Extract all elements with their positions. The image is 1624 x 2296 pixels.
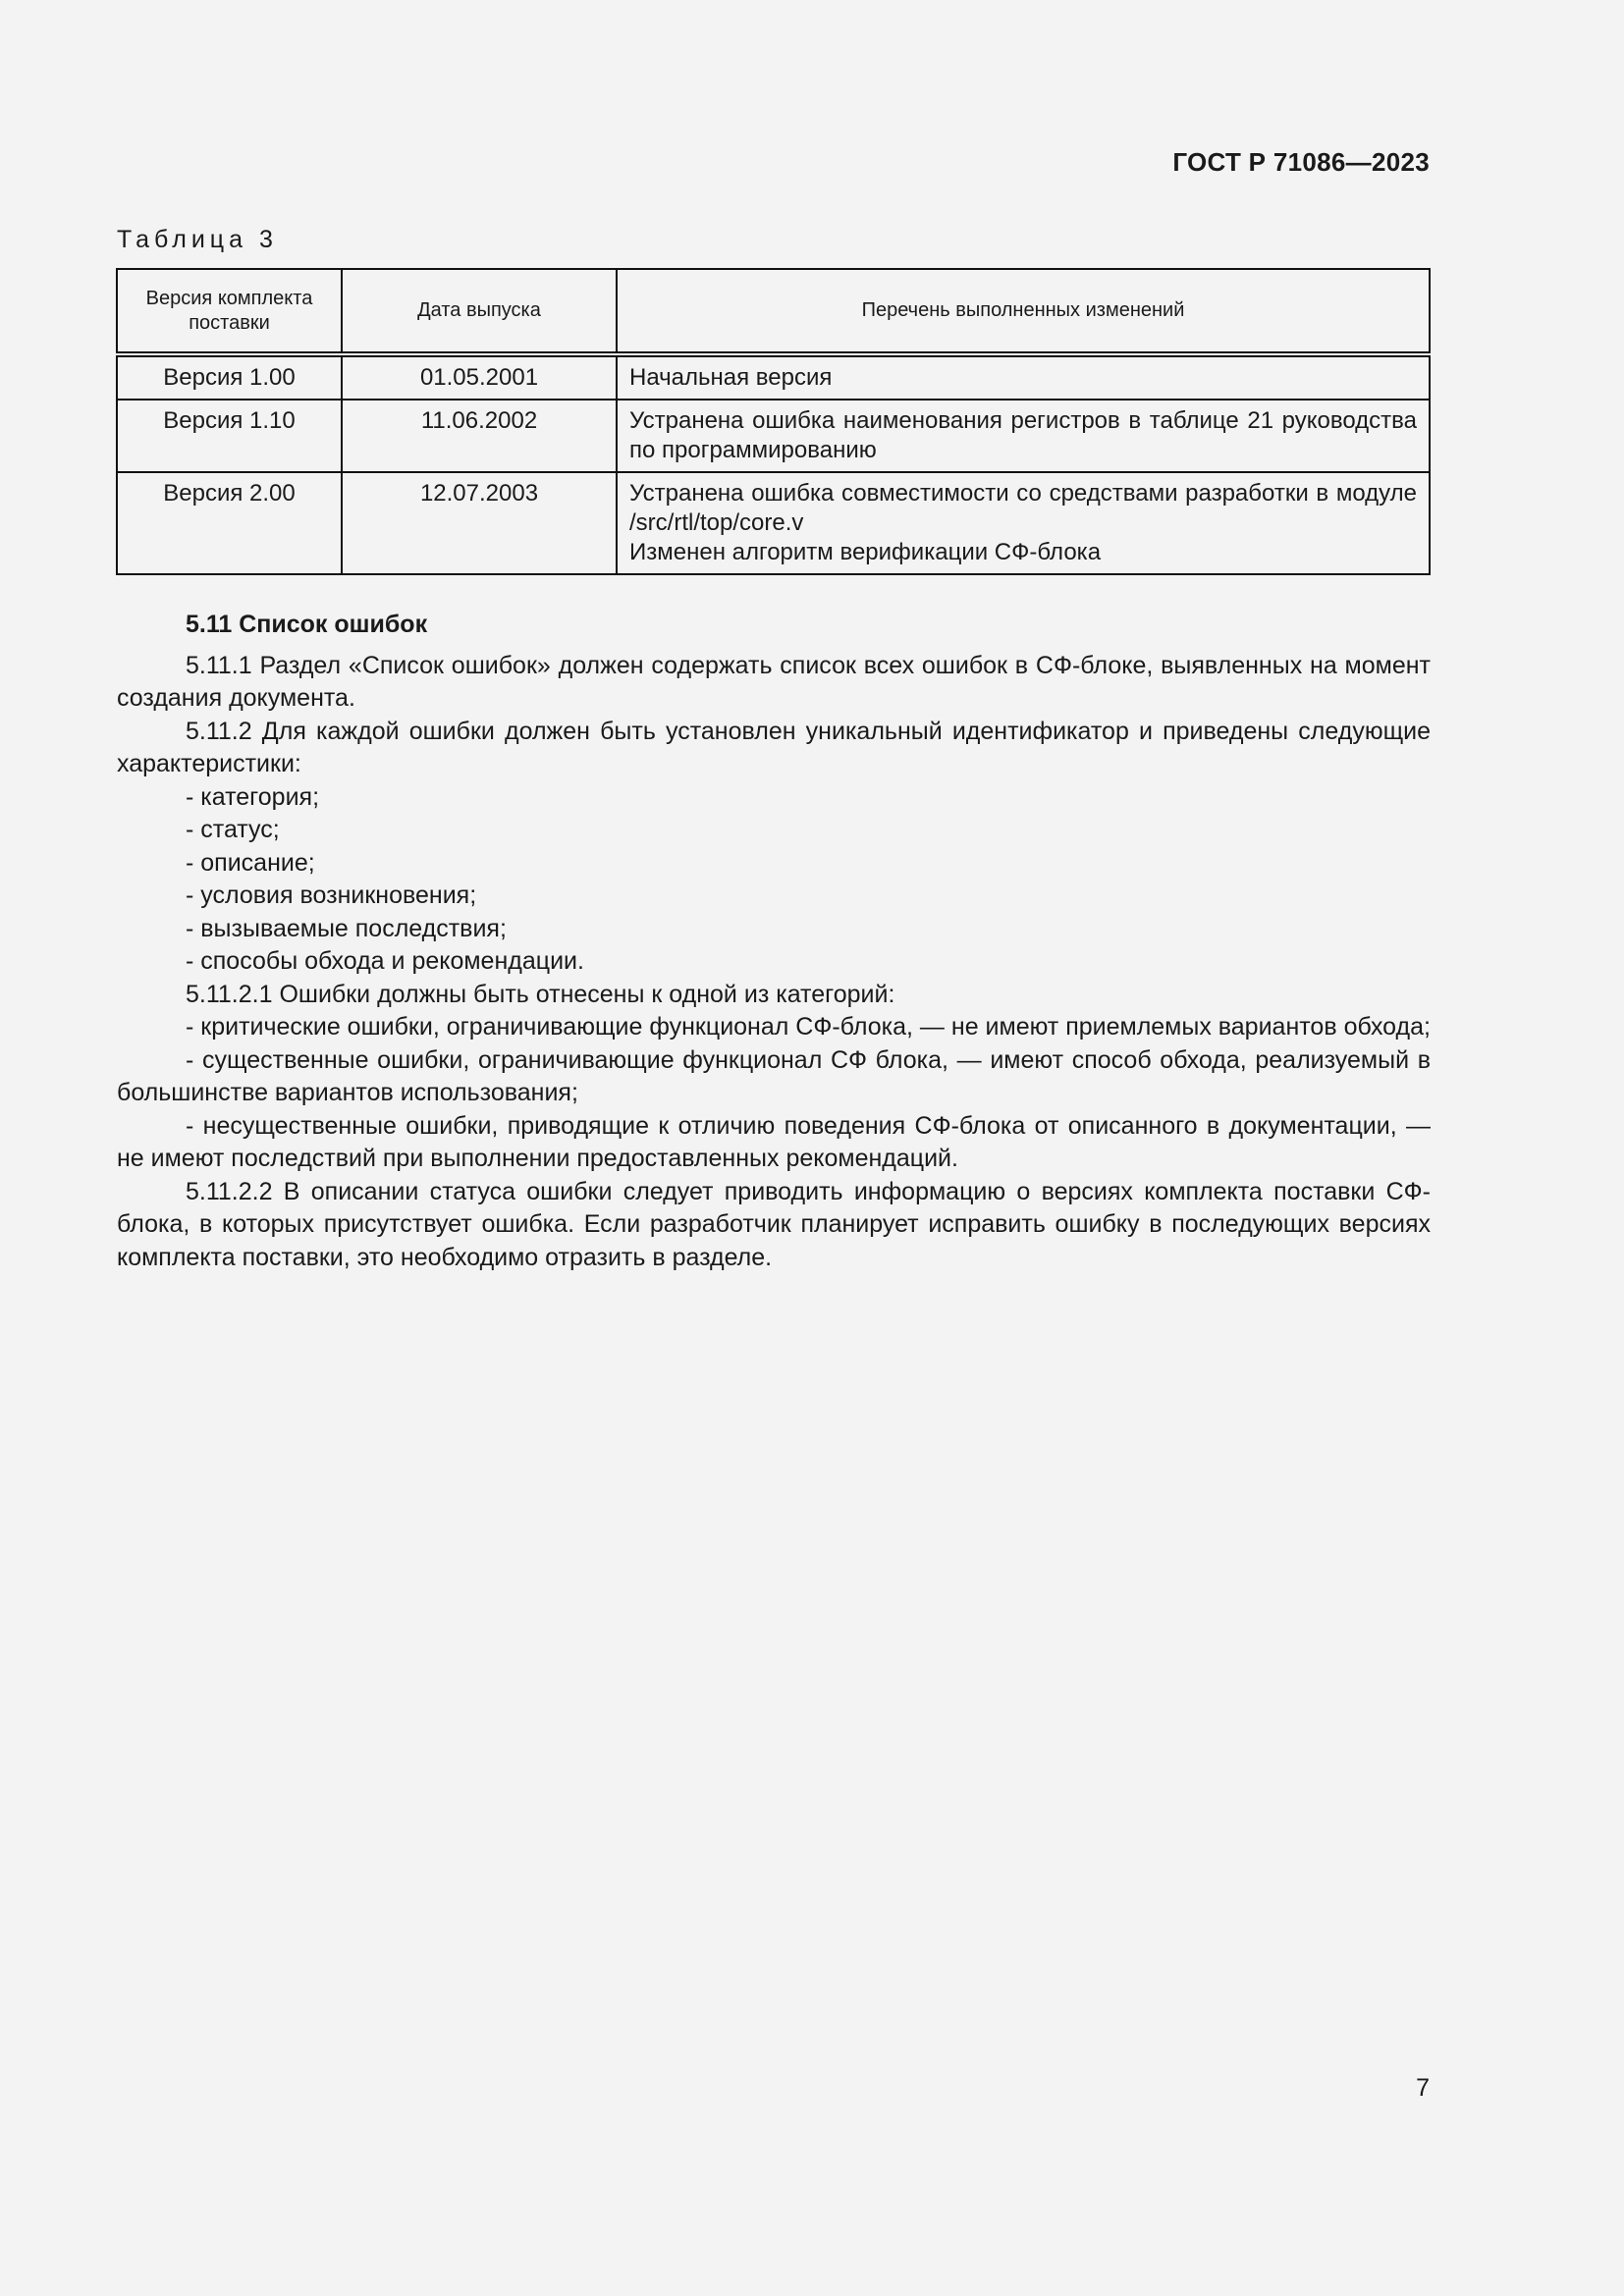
- category-item: - критические ошибки, ограничивающие функционал СФ-блока, — не имеют приемлемых вариантов обхода;: [186, 1013, 1431, 1041]
- cell-changes: [617, 354, 1430, 400]
- paragraph-5-11-2: 5.11.2 Для каждой ошибки должен быть установлен уникальный идентификатор и приведены следующие характеристики:: [117, 717, 1431, 777]
- list-item: - условия возникновения;: [186, 881, 477, 909]
- list-item: - описание;: [186, 848, 315, 877]
- table-row: [117, 400, 1430, 472]
- change-line: Устранена ошибка совместимости со средствами разработки в модуле /src/rtl/top/core.v: [629, 480, 1417, 536]
- cell-changes: [617, 472, 1430, 574]
- column-header-changes: Перечень выполненных изменений: [617, 269, 1430, 354]
- table-row: [117, 472, 1430, 574]
- category-item: - несущественные ошибки, приводящие к отличию поведения СФ-блока от описанного в документации, — не имеют последствий при выполнении предоставленных рекомендаций.: [117, 1111, 1431, 1172]
- cell-changes: [617, 400, 1430, 472]
- cell-date: 12.07.2003: [342, 472, 617, 574]
- paragraph-5-11-2-2: 5.11.2.2 В описании статуса ошибки следует приводить информацию о версиях комплекта поставки СФ-блока, в которых присутствует ошибка. Если разработчик планирует исправить ошибку в последующих версиях комплекта поставки, это необходимо отразить в разделе.: [117, 1177, 1431, 1271]
- cell-date: 11.06.2002: [342, 400, 617, 472]
- list-item: - способы обхода и рекомендации.: [186, 947, 584, 975]
- list-item: - вызываемые последствия;: [186, 914, 507, 942]
- change-line: Начальная версия: [629, 364, 833, 391]
- table-caption: Таблица 3: [117, 226, 278, 253]
- cell-version: Версия 1.00: [117, 354, 342, 400]
- cell-version: Версия 1.10: [117, 400, 342, 472]
- change-line: Устранена ошибка наименования регистров в таблице 21 руководства по программированию: [629, 407, 1417, 463]
- versions-table: [116, 268, 1431, 575]
- change-line: Изменен алгоритм верификации СФ-блока: [629, 539, 1102, 565]
- table-row: [117, 354, 1430, 400]
- list-item: - статус;: [186, 816, 280, 843]
- cell-version: Версия 2.00: [117, 472, 342, 574]
- cell-date: 01.05.2001: [342, 354, 617, 400]
- page-number: 7: [1416, 2074, 1430, 2102]
- paragraph-5-11-1: 5.11.1 Раздел «Список ошибок» должен содержать список всех ошибок в СФ-блоке, выявленных на момент создания документа.: [117, 651, 1431, 712]
- column-header-date: Дата выпуска: [342, 269, 617, 354]
- section-title: 5.11 Список ошибок: [186, 611, 428, 638]
- category-item: - существенные ошибки, ограничивающие функционал СФ блока, — имеют способ обхода, реализуемый в большинстве вариантов использования;: [117, 1045, 1431, 1106]
- document-code: ГОСТ Р 71086—2023: [1172, 147, 1430, 177]
- section-body: [117, 609, 1431, 1274]
- table-header-row: [117, 269, 1430, 354]
- column-header-version: Версия комплекта поставки: [117, 269, 342, 354]
- paragraph-5-11-2-1: 5.11.2.1 Ошибки должны быть отнесены к одной из категорий:: [186, 980, 895, 1008]
- list-item: - категория;: [186, 782, 320, 811]
